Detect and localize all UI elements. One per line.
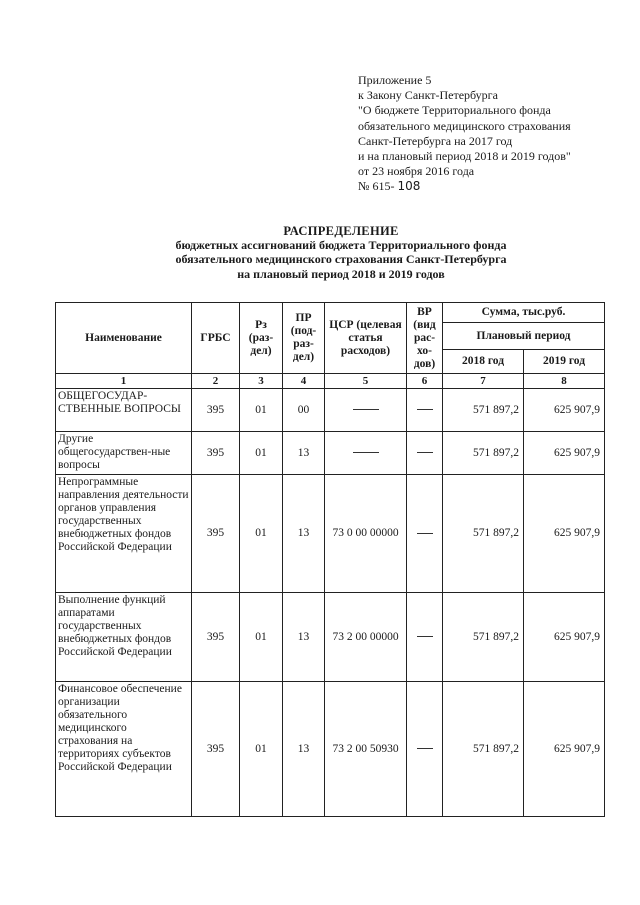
appendix-line: обязательного медицинского страхования (358, 118, 571, 133)
header-plan-period: Плановый период (443, 323, 605, 350)
row-2019: 625 907,9 (524, 432, 605, 475)
csr-dash (353, 452, 379, 453)
header-grbs: ГРБС (192, 303, 240, 374)
column-number: 1 (56, 374, 192, 389)
appendix-line: "О бюджете Территориального фонда (358, 103, 551, 118)
header-sum: Сумма, тыс.руб. (443, 303, 605, 323)
row-name: Непрограммные направления деятельности органов управления государственных внебюджетных фондов Российской Федерации (56, 475, 192, 593)
row-rz: 01 (240, 682, 283, 817)
vr-dash (417, 452, 433, 453)
row-pr: 00 (283, 389, 325, 432)
law-number-prefix: № 615- (358, 179, 395, 194)
header-vr: ВР (вид рас-хо-дов) (407, 303, 443, 374)
row-name: Другие общегосударствен-ные вопросы (56, 432, 192, 475)
table-row (56, 682, 605, 817)
row-2018: 571 897,2 (443, 389, 524, 432)
budget-table (55, 302, 605, 817)
row-pr: 13 (283, 682, 325, 817)
row-pr: 13 (283, 475, 325, 593)
appendix-block (358, 73, 571, 195)
vr-dash (417, 748, 433, 749)
appendix-line: к Закону Санкт-Петербурга (358, 88, 498, 103)
row-grbs: 395 (192, 682, 240, 817)
column-number: 3 (240, 374, 283, 389)
table-row (56, 593, 605, 682)
column-number: 2 (192, 374, 240, 389)
row-vr (407, 389, 443, 432)
row-name: Выполнение функций аппаратами государственных внебюджетных фондов Российской Федерации (56, 593, 192, 682)
row-csr (325, 389, 407, 432)
row-rz: 01 (240, 475, 283, 593)
header-rz: Рз (раз-дел) (240, 303, 283, 374)
row-csr: 73 0 00 00000 (325, 475, 407, 593)
row-grbs: 395 (192, 432, 240, 475)
row-pr: 13 (283, 432, 325, 475)
column-number: 6 (407, 374, 443, 389)
row-vr (407, 682, 443, 817)
row-name: Финансовое обеспечение организации обязательного медицинского страхования на территориях субъектов Российской Федерации (56, 682, 192, 817)
table-row (56, 432, 605, 475)
row-grbs: 395 (192, 475, 240, 593)
row-2019: 625 907,9 (524, 682, 605, 817)
title-line: на плановый период 2018 и 2019 годов (237, 266, 445, 281)
row-2018: 571 897,2 (443, 593, 524, 682)
row-csr: 73 2 00 50930 (325, 682, 407, 817)
row-rz: 01 (240, 432, 283, 475)
header-2019: 2019 год (524, 350, 605, 374)
header-csr: ЦСР (целевая статья расходов) (325, 303, 407, 374)
table-row (56, 475, 605, 593)
column-number: 7 (443, 374, 524, 389)
appendix-line: от 23 ноября 2016 года (358, 164, 475, 179)
vr-dash (417, 636, 433, 637)
row-2019: 625 907,9 (524, 389, 605, 432)
row-vr (407, 593, 443, 682)
title-line: обязательного медицинского страхования Санкт-Петербурга (175, 252, 507, 267)
document-title (100, 224, 582, 281)
appendix-line: и на плановый период 2018 и 2019 годов" (358, 149, 571, 164)
row-pr: 13 (283, 593, 325, 682)
appendix-line: Санкт-Петербурга на 2017 год (358, 133, 513, 148)
table-row (56, 389, 605, 432)
header-pr: ПР (под-раз-дел) (283, 303, 325, 374)
row-csr (325, 432, 407, 475)
row-vr (407, 475, 443, 593)
title-line: бюджетных ассигнований бюджета Территориального фонда (175, 238, 507, 253)
row-2019: 625 907,9 (524, 593, 605, 682)
title-main: РАСПРЕДЕЛЕНИЕ (283, 224, 399, 238)
csr-dash (353, 409, 379, 410)
row-grbs: 395 (192, 389, 240, 432)
row-2018: 571 897,2 (443, 475, 524, 593)
header-name: Наименование (56, 303, 192, 374)
law-number (358, 179, 571, 194)
row-2018: 571 897,2 (443, 432, 524, 475)
row-name: ОБЩЕГОСУДАР-СТВЕННЫЕ ВОПРОСЫ (56, 389, 192, 432)
column-number: 4 (283, 374, 325, 389)
column-number: 5 (325, 374, 407, 389)
row-rz: 01 (240, 593, 283, 682)
vr-dash (417, 409, 433, 410)
row-csr: 73 2 00 00000 (325, 593, 407, 682)
header-2018: 2018 год (443, 350, 524, 374)
row-vr (407, 432, 443, 475)
law-number-value: 108 (397, 179, 421, 194)
row-2018: 571 897,2 (443, 682, 524, 817)
column-number: 8 (524, 374, 605, 389)
appendix-line: Приложение 5 (358, 73, 432, 87)
row-grbs: 395 (192, 593, 240, 682)
row-rz: 01 (240, 389, 283, 432)
row-2019: 625 907,9 (524, 475, 605, 593)
vr-dash (417, 533, 433, 534)
